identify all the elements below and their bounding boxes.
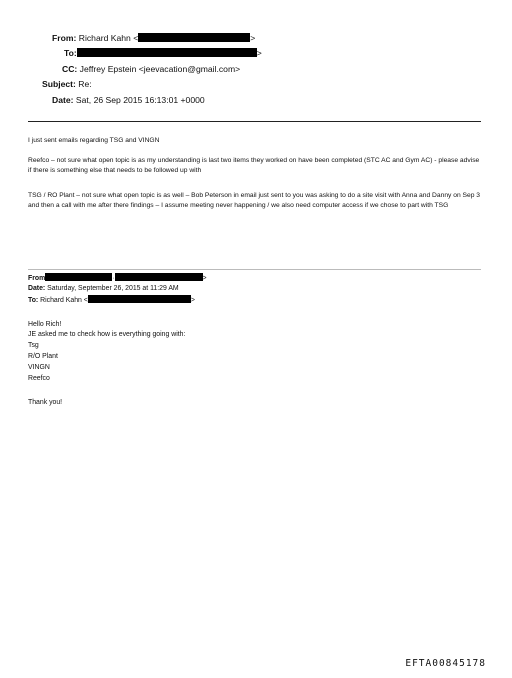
quoted-date-row <box>28 284 179 294</box>
body-paragraph-2 <box>28 156 483 176</box>
quote-divider <box>28 269 481 270</box>
from-value-suffix: > <box>250 33 256 43</box>
body-text: I just sent emails regarding TSG and VINGN <box>28 137 160 144</box>
quoted-from-label: From <box>28 275 46 282</box>
cc-label: CC: <box>62 64 78 74</box>
quoted-date-label: Date: <box>28 285 46 292</box>
to-value-suffix: > <box>256 48 262 58</box>
quoted-to-value: Richard Kahn < <box>40 297 88 304</box>
quoted-line: Reefco <box>28 375 50 382</box>
date-label: Date: <box>52 95 74 105</box>
date-value: Sat, 26 Sep 2015 16:13:01 +0000 <box>75 95 205 105</box>
body-paragraph-1 <box>28 136 483 146</box>
header-from-row <box>52 33 255 44</box>
body-text: TSG / RO Plant – not sure what open topic is as well – Bob Peterson in email just sent to you was asking to do a site visit with Anna and Danny on Sep 3 and then a call with me after there findings – I assume meeting never happening / we also need computer access if we chose to part with TSG <box>28 192 481 209</box>
quoted-line: VINGN <box>28 364 50 371</box>
from-label: From: <box>52 33 77 43</box>
quoted-to-row <box>28 295 195 306</box>
redaction-block <box>115 273 203 281</box>
header-to-row <box>64 48 262 59</box>
header-date-row <box>52 95 205 106</box>
header-cc-row <box>62 64 240 75</box>
body-paragraph-3 <box>28 191 483 211</box>
header-divider <box>28 121 481 122</box>
bates-number: EFTA00845178 <box>405 658 486 669</box>
redaction-block <box>45 273 112 281</box>
quoted-line: R/O Plant <box>28 353 58 360</box>
quoted-to-label: To: <box>28 297 39 304</box>
from-value: Richard Kahn < <box>78 33 139 43</box>
cc-value: Jeffrey Epstein <jeevacation@gmail.com> <box>79 64 241 74</box>
redaction-block <box>138 33 250 42</box>
quoted-line: Tsg <box>28 342 39 349</box>
quoted-line: Hello Rich! <box>28 321 62 328</box>
header-subject-row <box>42 79 92 90</box>
quoted-closing: Thank you! <box>28 399 63 406</box>
subject-value: Re: <box>78 79 92 89</box>
quoted-from-row: From · > <box>28 275 207 282</box>
quoted-line: JE asked me to check how is everything going with: <box>28 331 186 338</box>
quoted-to-suffix: > <box>190 297 195 304</box>
redaction-block <box>88 295 191 303</box>
quoted-from-suffix: > <box>202 275 207 282</box>
body-text: Reefco – not sure what open topic is as my understanding is last two items they worked on have been completed (STC AC and Gym AC) - please advise if there is something else that needs to be followed up with <box>28 157 480 174</box>
quoted-date-value: Saturday, September 26, 2015 at 11:29 AM <box>47 285 179 292</box>
to-label: To: <box>64 48 77 58</box>
redaction-block <box>77 48 257 57</box>
subject-label: Subject: <box>42 79 76 89</box>
